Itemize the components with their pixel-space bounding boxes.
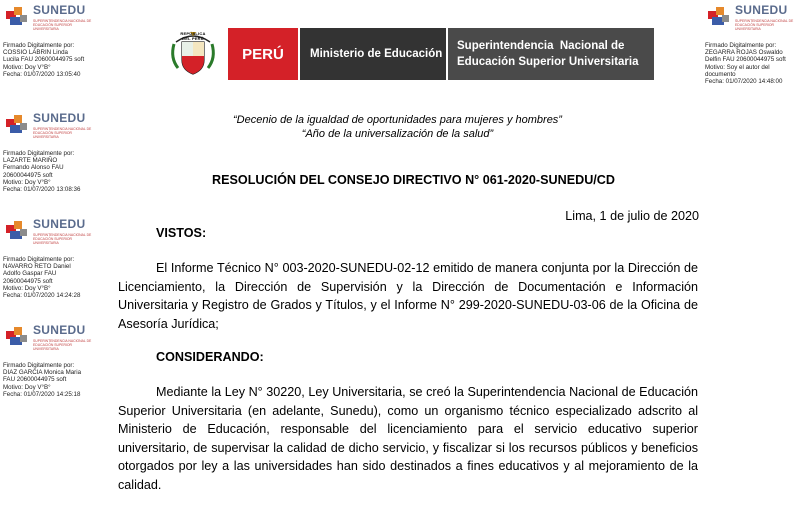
motto-line-1: “Decenio de la igualdad de oportunidades para mujeres y hombres”: [233, 114, 562, 126]
sunedu-logo-icon: [6, 221, 28, 243]
signature-text: Firmado Digitalmente por: LAZARTE MARIÑO Fernando Alonso FAU 20600044975 soft Motivo: Doy V°B° Fecha: 01/07/2020 13:08:36: [3, 150, 81, 194]
sunedu-badge-line2: Educación Superior Universitaria: [457, 56, 639, 68]
signature-text: Firmado Digitalmente por: DIAZ GARCIA Monica Maria FAU 20600044975 soft Motivo: Doy V°B° Fecha: 01/07/2020 14:25:18: [3, 362, 82, 398]
resolution-date: Lima, 1 de julio de 2020: [565, 209, 699, 223]
considerando-heading: CONSIDERANDO:: [156, 350, 264, 364]
signature-text: Firmado Digitalmente por: ZEGARRA ROJAS Oswaldo Delfin FAU 20600044975 soft Motivo: Soy el autor del documento Fecha: 01/07/2020 14:48:00: [705, 42, 786, 86]
sunedu-logo-icon: [6, 327, 28, 349]
signature-brand: SUNEDU: [33, 217, 86, 231]
institution-header: [168, 28, 654, 80]
signature-stamp: [0, 218, 118, 299]
signature-brand-sub: SUPERINTENDENCIA NACIONAL DE EDUCACIÓN SUPERIOR UNIVERSITARIA: [33, 127, 92, 139]
signature-brand: SUNEDU: [33, 3, 86, 17]
sunedu-badge-line1: Superintendencia Nacional de: [457, 40, 625, 52]
signature-text: Firmado Digitalmente por: NAVARRO RETO Daniel Adolfo Gaspar FAU 20600044975 soft Motivo: Doy V°B° Fecha: 01/07/2020 14:24:28: [3, 256, 81, 300]
considerando-paragraph: Mediante la Ley N° 30220, Ley Universitaria, se creó la Superintendencia Nacional de Educación Superior Universitaria (en adelante, Sunedu), como un organismo técnico especializado adscrito al Ministerio de Educación, responsable del licenciamiento para el servicio educativo superior universitario, de supervisar la calidad de dicho servicio, y fiscalizar si los recursos públicos y beneficios otorgados por ley a las universidades han sido destinados a fines educativos y al mejoramiento de la calidad.: [118, 385, 698, 492]
signature-brand-sub: SUPERINTENDENCIA NACIONAL DE EDUCACIÓN SUPERIOR UNIVERSITARIA: [33, 233, 92, 245]
signature-brand-sub: SUPERINTENDENCIA NACIONAL DE EDUCACIÓN SUPERIOR UNIVERSITARIA: [33, 339, 92, 351]
signature-brand: SUNEDU: [735, 3, 788, 17]
signature-brand-sub: SUPERINTENDENCIA NACIONAL DE EDUCACIÓN SUPERIOR UNIVERSITARIA: [735, 19, 794, 31]
motto-line-2: “Año de la universalización de la salud”: [301, 128, 494, 140]
sunedu-logo-icon: [6, 7, 28, 29]
sunedu-logo-icon: [708, 7, 730, 29]
vistos-paragraph: El Informe Técnico N° 003-2020-SUNEDU-02-12 emitido de manera conjunta por la Dirección de Licenciamiento, la Dirección de Supervisión y la Dirección de Documentación e Información Universitaria y Registro de Grados y Títulos, y el Informe N° 299-2020-SUNEDU-03-06 de la Oficina de Asesoría Jurídica;: [118, 261, 698, 331]
coat-of-arms-icon: [168, 28, 218, 80]
signature-brand: SUNEDU: [33, 323, 86, 337]
signature-stamp: [0, 324, 118, 398]
signature-text: Firmado Digitalmente por: COSSIO LABRIN Linda Lucila FAU 20600044975 soft Motivo: Doy V°B° Fecha: 01/07/2020 13:05:40: [3, 42, 85, 78]
sunedu-badge: [446, 28, 654, 80]
coat-of-arms-caption: REPÚBLICA DEL PERÚ: [180, 31, 206, 41]
signature-stamp: [0, 4, 118, 78]
vistos-heading: VISTOS:: [156, 226, 207, 240]
resolution-title: RESOLUCIÓN DEL CONSEJO DIRECTIVO N° 061-2020-SUNEDU/CD: [212, 173, 615, 187]
peru-badge: PERÚ: [228, 28, 298, 80]
signature-brand-sub: SUPERINTENDENCIA NACIONAL DE EDUCACIÓN SUPERIOR UNIVERSITARIA: [33, 19, 92, 31]
signature-stamp-author: [702, 4, 795, 85]
ministry-badge: Ministerio de Educación: [298, 28, 446, 80]
signature-brand: SUNEDU: [33, 111, 86, 125]
